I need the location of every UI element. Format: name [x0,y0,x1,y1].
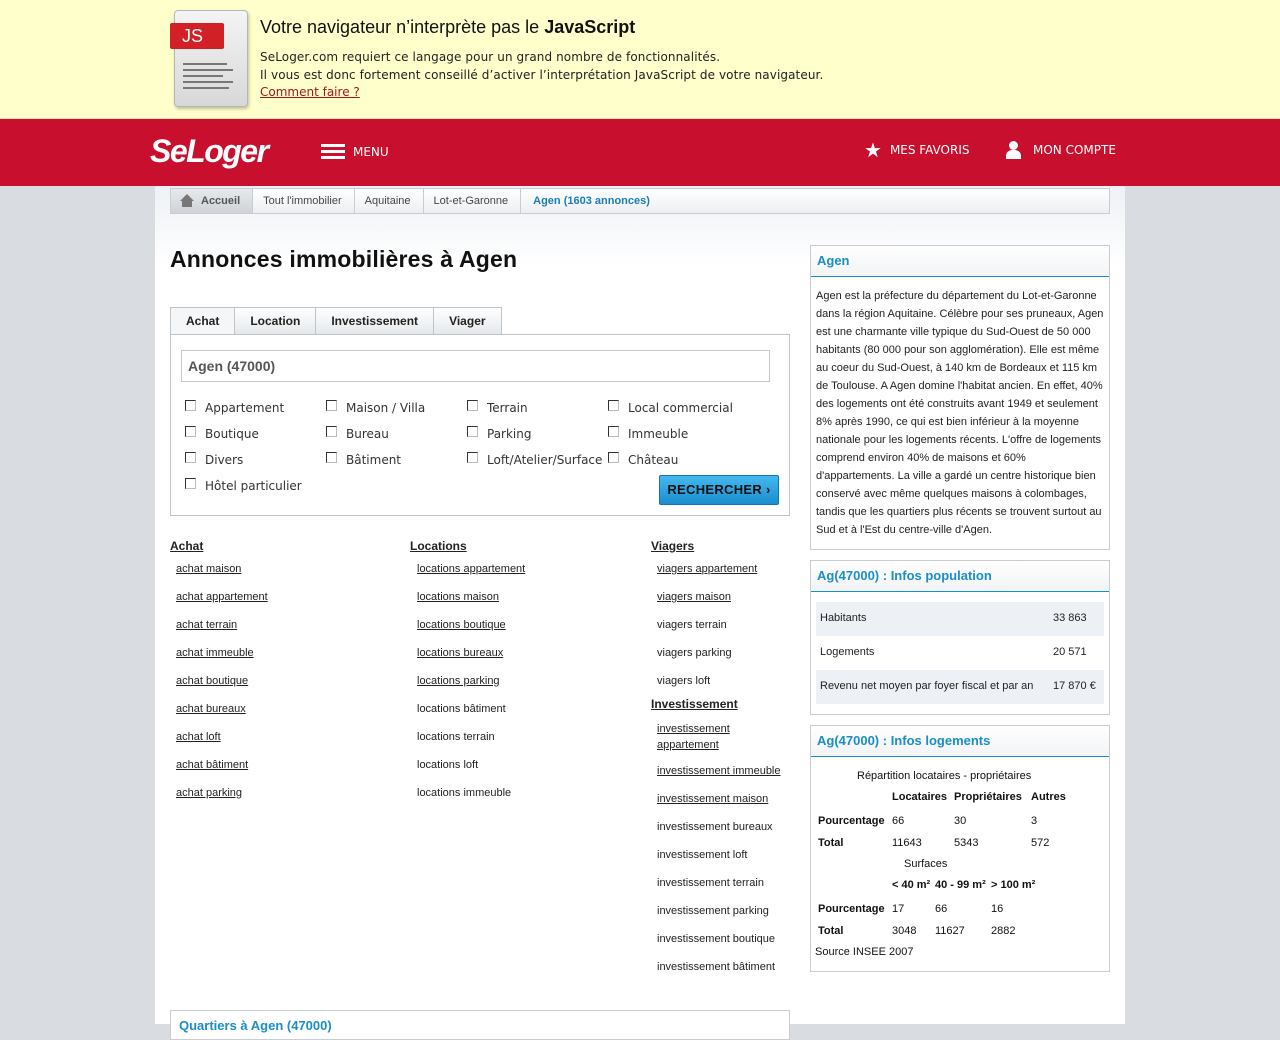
favorites-label: MES FAVORIS [889,143,970,157]
tab-location[interactable]: Location [234,307,316,335]
viagers-link[interactable]: viagers parking [657,647,732,659]
js-document-icon [174,10,248,107]
investissement-heading[interactable]: Investissement [651,697,738,711]
menu-button[interactable] [321,144,389,160]
surfaces-caption: Surfaces [904,858,948,870]
cell: 66 [935,903,948,915]
col-header: Locataires [892,791,948,803]
col-header: Autres [1031,791,1066,803]
population-panel [810,560,1110,715]
locations-link[interactable]: locations bâtiment [417,703,506,715]
search-button[interactable]: RECHERCHER › [659,475,779,505]
page-content [155,186,1125,1033]
locations-link[interactable]: locations immeuble [417,787,512,799]
checkbox-divers[interactable]: Divers [185,453,243,467]
checkbox-bureau[interactable]: Bureau [326,427,389,441]
achat-link[interactable]: achat terrain [176,619,238,631]
locations-link[interactable]: locations parking [417,675,500,687]
investissement-link[interactable]: investissement terrain [657,877,764,889]
breadcrumb-home[interactable]: Accueil [171,189,253,213]
checkbox-chateau[interactable]: Château [608,453,678,467]
col-header: Propriétaires [954,791,1022,803]
achat-link[interactable]: achat boutique [176,675,249,687]
search-tabs [170,307,501,336]
js-warning-title: Votre navigateur n’interprète pas le JavaScript [260,17,636,37]
cell: 11643 [892,837,922,849]
neighborhoods-title: Quartiers à Agen (47000) [179,1018,332,1033]
achat-link[interactable]: achat loft [176,731,221,743]
investissement-link[interactable]: investissement bâtiment [657,961,775,973]
viagers-link[interactable]: viagers loft [657,675,711,687]
investissement-link[interactable]: investissement boutique [657,933,776,945]
home-icon [180,194,194,207]
housing-title: Ag(47000) : Infos logements [811,726,1109,757]
population-row: Logements 20 571 [820,646,1087,658]
cell: 16 [991,903,1004,915]
cell: 30 [954,815,967,827]
checkbox-parking[interactable]: Parking [467,427,532,441]
population-title: Ag(47000) : Infos population [811,561,1109,592]
locations-link[interactable]: locations boutique [417,619,506,631]
js-warning-line-1: SeLoger.com requiert ce langage pour un grand nombre de fonctionnalités. [260,50,721,64]
cell: 572 [1031,837,1050,849]
checkbox-hotel-particulier[interactable]: Hôtel particulier [185,479,302,493]
achat-heading[interactable]: Achat [170,539,204,553]
js-badge: JS [170,23,224,49]
checkbox-maison-villa[interactable]: Maison / Villa [326,401,425,415]
row-label: Total [818,925,844,937]
javascript-warning-banner [0,0,1280,119]
col-header: 40 - 99 m² [935,879,986,891]
menu-label: MENU [353,145,389,159]
investissement-link[interactable]: investissement appartement [657,723,730,751]
seloger-logo[interactable]: SeLoger [150,133,268,169]
housing-panel [810,725,1110,972]
population-row: Habitants 33 863 [816,602,1104,636]
row-label: Pourcentage [818,903,885,915]
tab-achat[interactable]: Achat [170,307,235,336]
how-to-link[interactable]: Comment faire ? [260,85,360,99]
row-label: Pourcentage [818,815,885,827]
achat-link[interactable]: achat parking [176,787,243,799]
cell: 11627 [935,925,965,937]
breadcrumb-item[interactable]: Lot-et-Garonne [424,189,522,213]
hamburger-icon [321,144,345,160]
checkbox-boutique[interactable]: Boutique [185,427,259,441]
viagers-heading[interactable]: Viagers [651,539,695,553]
checkbox-terrain[interactable]: Terrain [467,401,528,415]
cell: 2882 [991,925,1016,937]
viagers-link[interactable]: viagers appartement [657,563,758,575]
source-note: Source INSEE 2007 [815,946,914,958]
locations-link[interactable]: locations appartement [417,563,526,575]
cell: 5343 [954,837,979,849]
cell: 3 [1031,815,1038,827]
achat-link[interactable]: achat immeuble [176,647,254,659]
tab-viager[interactable]: Viager [433,307,501,335]
breadcrumb-item[interactable]: Aquitaine [355,189,424,213]
city-info-panel [810,245,1110,550]
search-form [170,334,790,516]
breadcrumb-item[interactable]: Tout l'immobilier [253,189,355,213]
checkbox-local-commercial[interactable]: Local commercial [608,401,733,415]
viagers-link[interactable]: viagers terrain [657,619,727,631]
site-header [0,119,1280,186]
investissement-link[interactable]: investissement loft [657,849,748,861]
checkbox-loft[interactable]: Loft/Atelier/Surface [467,453,602,467]
col-header: < 40 m² [892,879,931,891]
neighborhoods-panel [170,1010,790,1040]
achat-link[interactable]: achat appartement [176,591,268,603]
housing-caption: Répartition locataires - propriétaires [857,770,1032,782]
location-input[interactable]: Agen (47000) [181,350,770,382]
user-icon [1005,141,1022,159]
city-info-title: Agen [811,246,1109,277]
tab-investissement[interactable]: Investissement [315,307,434,335]
checkbox-appartement[interactable]: Appartement [185,401,284,415]
locations-link[interactable]: locations maison [417,591,499,603]
locations-link[interactable]: locations bureaux [417,647,504,659]
breadcrumb-current: Agen (1603 annonces) [533,195,650,207]
city-description: Agen est la préfecture du département du Lot-et-Garonne dans la région Aquitaine. Célèbre pour ses pruneaux, Agen est une charmante ville typique du Sud-Ouest de 50 000 habitants (80 000 pour son agglomération). Elle est même au coeur du Sud-Ouest, à 140 km de Bordeaux et 115 km de Toulouse. A Agen domine l'habitat ancien. En effet, 40% des logements ont été construits avant 1949 et seulement 8% après 1990, ce qui est bien inférieur à la moyenne nationale pour les logements récents. L'offre de logements comprend environ 40% de maisons et 60% d'appartements. La ville a gardé un centre historique bien conservé avec même quelques maisons à colombages, tandis que les quartiers plus récents se trouvent surtout au Sud et à l'Est du centre-ville d'Agen. [816,290,1104,536]
breadcrumb [170,188,1110,214]
js-warning-line-2: Il vous est donc fortement conseillé d’activer l’interprétation JavaScript de votre navigateur. [260,68,824,82]
investissement-link[interactable]: investissement bureaux [657,821,773,833]
achat-link[interactable]: achat bâtiment [176,759,249,771]
checkbox-immeuble[interactable]: Immeuble [608,427,688,441]
col-header: > 100 m² [991,879,1036,891]
account-label: MON COMPTE [1033,143,1116,157]
achat-link[interactable]: achat bureaux [176,703,246,715]
investissement-link[interactable]: investissement parking [657,905,769,917]
viagers-link[interactable]: viagers maison [657,591,731,603]
page-title: Annonces immobilières à Agen [170,246,518,272]
cell: 17 [892,903,905,915]
population-row: Revenu net moyen par foyer fiscal et par an 17 870 € [816,670,1104,704]
investissement-link[interactable]: investissement maison [657,793,769,805]
investissement-link[interactable]: investissement immeuble [657,765,781,777]
locations-link[interactable]: locations terrain [417,731,495,743]
cell: 3048 [892,925,917,937]
cell: 66 [892,815,905,827]
row-label: Total [818,837,844,849]
account-link[interactable] [1005,141,1116,159]
locations-heading[interactable]: Locations [410,539,467,553]
star-icon: ★ [864,138,882,162]
checkbox-batiment[interactable]: Bâtiment [326,453,401,467]
locations-link[interactable]: locations loft [417,759,479,771]
achat-link[interactable]: achat maison [176,563,242,575]
favorites-link[interactable] [864,138,970,162]
